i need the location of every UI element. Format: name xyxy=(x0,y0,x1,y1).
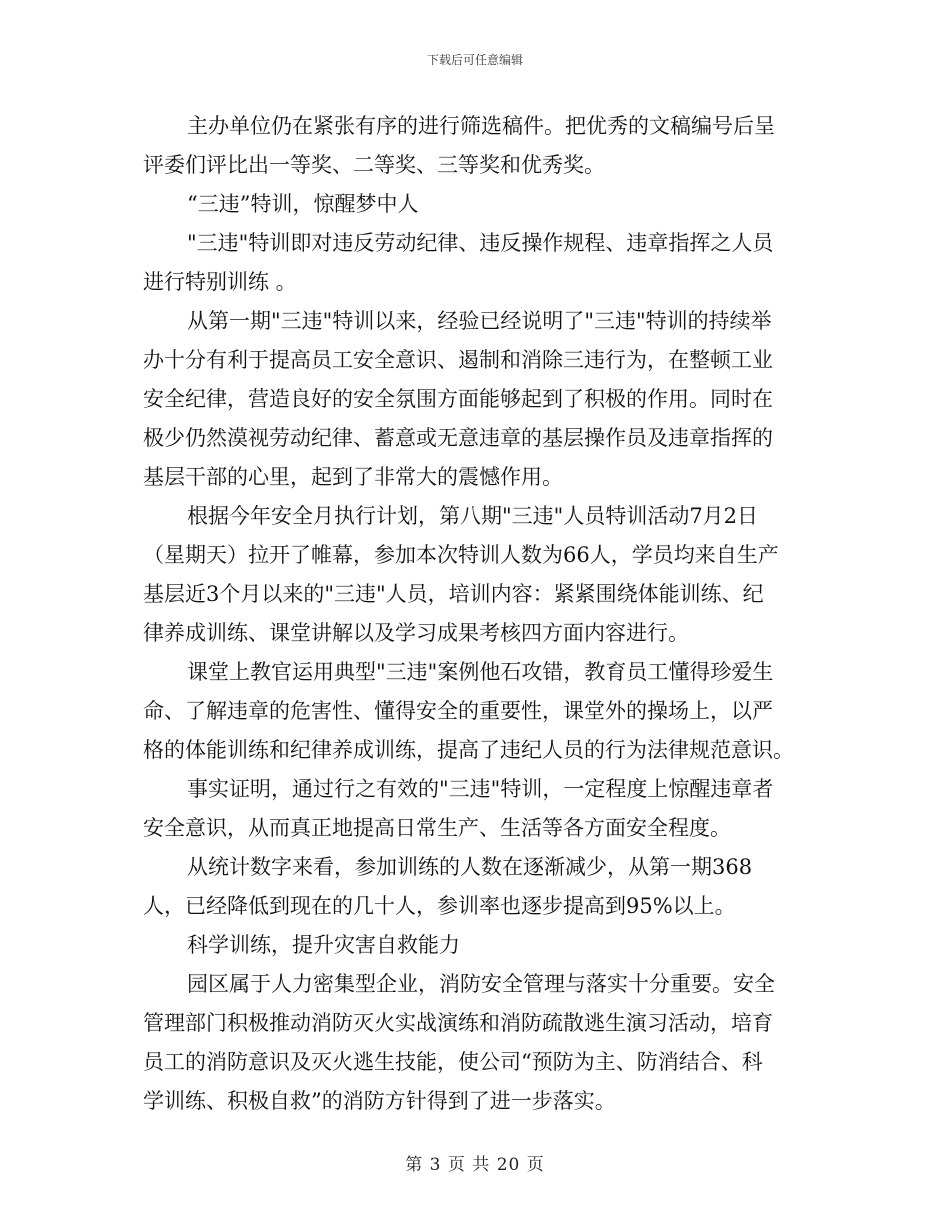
page-number: 第 3 页 共 20 页 xyxy=(405,1155,545,1175)
text-line: 学训练、积极自救”的消防方针得到了进一步落实。 xyxy=(143,1089,616,1113)
text-line: 律养成训练、课堂讲解以及学习成果考核四方面内容进行。 xyxy=(143,621,689,645)
text-line: 评委们评比出一等奖、二等奖、三等奖和优秀奖。 xyxy=(143,153,605,177)
text-line: 命、了解违章的危害性、懂得安全的重要性，课堂外的操场上，以严 xyxy=(143,699,773,723)
text-line: 根据今年安全月执行计划，第八期"三违"人员特训活动7月2日 xyxy=(187,504,759,528)
text-line: 进行特别训练 。 xyxy=(143,270,297,294)
text-line: 基层近3个月以来的"三违"人员，培训内容：紧紧围绕体能训练、纪 xyxy=(143,582,764,606)
section-heading: 科学训练，提升灾害自救能力 xyxy=(187,933,460,957)
document-body xyxy=(143,107,803,1121)
text-line: 安全纪律，营造良好的安全氛围方面能够起到了积极的作用。同时在 xyxy=(143,387,773,411)
text-line: 从统计数字来看，参加训练的人数在逐渐减少，从第一期368 xyxy=(187,855,753,879)
text-line: 极少仍然漠视劳动纪律、蓄意或无意违章的基层操作员及违章指挥的 xyxy=(143,426,773,450)
text-line: 员工的消防意识及灭火逃生技能，使公司“预防为主、防消结合、科 xyxy=(143,1050,763,1074)
text-line: 管理部门积极推动消防灭火实战演练和消防疏散逃生演习活动，培育 xyxy=(143,1011,773,1035)
text-line: 安全意识，从而真正地提高日常生产、生活等各方面安全程度。 xyxy=(143,816,731,840)
text-line: 事实证明，通过行之有效的"三违"特训，一定程度上惊醒违章者 xyxy=(187,777,774,801)
text-line: 办十分有利于提高员工安全意识、遏制和消除三违行为，在整顿工业 xyxy=(143,348,773,372)
text-line: （星期天）拉开了帷幕，参加本次特训人数为66人，学员均来自生产 xyxy=(143,543,779,567)
text-line: 格的体能训练和纪律养成训练，提高了违纪人员的行为法律规范意识。 xyxy=(143,738,794,762)
text-line: 从第一期"三违"特训以来，经验已经说明了"三违"特训的持续举 xyxy=(187,309,772,333)
text-line: 园区属于人力密集型企业，消防安全管理与落实十分重要。安全 xyxy=(187,972,775,996)
text-line: 主办单位仍在紧张有序的进行筛选稿件。把优秀的文稿编号后呈 xyxy=(187,114,775,138)
text-line: 人，已经降低到现在的几十人，参训率也逐步提高到95%以上。 xyxy=(143,894,736,918)
text-line: "三违"特训即对违反劳动纪律、违反操作规程、违章指挥之人员 xyxy=(187,231,774,255)
text-line: 基层干部的心里，起到了非常大的震憾作用。 xyxy=(143,465,563,489)
section-heading: “三违”特训，惊醒梦中人 xyxy=(187,192,419,216)
page-header-note: 下载后可任意编辑 xyxy=(426,53,523,67)
text-line: 课堂上教官运用典型"三违"案例他石攻错，教育员工懂得珍爱生 xyxy=(187,660,774,684)
